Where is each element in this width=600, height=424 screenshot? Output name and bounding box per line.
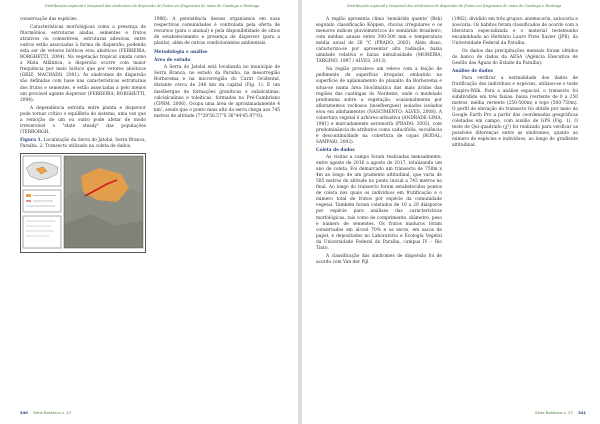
- paragraph: As visitas a campo foram realizadas mensalmente, entre agosto de 2016 a agosto de 2017, totalizando um ano de coleta. Foi demarcado um transecto de 750m x 4m ao longo de um gradiente altitudinal, que varia de 585 metros de altitude no ponto inicial a 745 metros no final. Ao longo do transecto foram estabelecidos pontos de coleta nos quais os indivíduos em frutificação e o número total de frutos por espécie da comunidade vegetal. Também foram coletados de 10 a 20 diásporos por espécie para análises das características morfológicas, tais como de comprimento, diâmetro, peso e número de sementes. Os frutos maduros foram conservados em álcool 70% e os secos, em sacos de papel, e depositados no Laboratório e Ecologia Vegetal da Universidade Federal da Paraíba, campus IV – Rio Tinto.: [316, 155, 442, 251]
- paragraph: A Serra do Jatobá está localizada no município de Serra Branca, no estado da Paraíba, na mesorregião Borborema e na microrregião do Cariri Ocidental, distante cerca de 240 km da capital (Fig. 1). É um inselbergue de formações graníticas e subalcalinas: calcialcalinas e toleíticas, formadas no Pré-Cambriano (CPRM, 2006). Ocupa uma área de aproximadamente 4 km², sendo que o ponto mais alto da serra chega aos 745 metros de altitude (7°29'50.57"S 36°44'45.97"O).: [154, 65, 280, 119]
- section-heading-methods: Metodologia e análise: [154, 50, 208, 56]
- paragraph: 1986). A persistência desses organismos em suas respectivas comunidades é controlada pela oferta de recursos (para o animal) e pela disponibilidade de sítios de estabelecimento e presença de dispersor (para a planta), além de outras condicionantes ambientais.: [154, 17, 280, 47]
- figure-label: Figura 1.: [20, 137, 43, 143]
- subsection-heading-data-collection: Coleta de dados: [316, 147, 355, 153]
- page-number: 341: [578, 410, 586, 415]
- figure-caption: [20, 138, 146, 150]
- paragraph: A dependência estreita entre planta e dispersor pode tornar crítico o equilíbrio do sistema, uma vez que a remoção de um ou outro pode afetar de modo irreversível o "state steady" das populações (TERBORGH,: [20, 105, 146, 135]
- paragraph: (1982), dividido em três grupos: anemocoria, autocoria e zoocoria. Os hábitos foram classificados de acordo com a literatura especializada e o material testemunho encaminhado ao Herbário Lauro Pires Xavier (JPB), da Universidade Federal da Paraíba.: [452, 17, 579, 47]
- legend-swatch-area: [26, 194, 31, 197]
- paragraph: Os dados das precipitações mensais foram obtidos do banco de dados da AESA (Agência Executiva de Gestão das Águas do Estado da Paraíba).: [452, 49, 578, 67]
- subsection-heading-data-analysis: Análise de dados: [452, 69, 493, 75]
- running-head: Distribuição espacial e temporal das síndromes de dispersão de frutos em fragmento de mata de Caatinga e Restinga: [44, 4, 260, 8]
- page-number: 340: [20, 410, 28, 415]
- right-page: [302, 0, 600, 424]
- page-footer: [20, 410, 71, 415]
- paragraph: Para verificar a normalidade dos dados de frutificação dos indivíduos e espécies, utilizou-se o teste Shapiro-Wilk. Para a análise espacial, o transecto foi subdividido em três faixas: baixa (vertente de 0 a 250 metros, média vertente (250-500m) e topo (500-750m). O perfil de elevação do transecto foi obtido por meio do Google Earth Pro a partir das coordenadas geográficas coletadas em campo, com auxílio de GPS (Fig. 1). O teste de Qui-quadrado (χ²) foi realizado para verificar as possíveis diferenças entre as síndromes, quanto ao número de espécies e indivíduos, ao longo do gradiente altitudinal.: [452, 76, 578, 148]
- right-column-1: [316, 17, 442, 268]
- left-page: [0, 0, 298, 424]
- map-figure: [21, 154, 145, 252]
- journal-name: Série Botânica v. 23: [534, 410, 573, 415]
- paragraph: A região apresenta clima 'semiárido quente' (Bsh) segundo classificação Köppen, chuvas irregulares e os menores índices pluviométricos do semiárido brasileiro, com médias anuais entre 300-500 mm e temperatura média anual de 26 °C (PRADO, 2003). Além disso, caracteriza-se por apresentar alta radiação, baixa umidade relativa e baixa nebulosidade (MOREIRA; TARGINO, 1997 / ALVES, 2013).: [316, 17, 442, 65]
- right-column-2: [452, 17, 578, 151]
- paragraph: A classificação das síndromes de dispersão foi de acordo com Van der Pijl: [316, 253, 442, 265]
- subsection-heading-study-area: Área de estudo: [154, 58, 191, 64]
- journal-name: Série Botânica v. 23: [33, 410, 72, 415]
- paragraph: Características morfológicas como a presença de fitormônios, estruturas aladas, sementes e frutos atrativos ou comestíveis, estruturas adesivas, entre outros estão associadas à forma de dispersão, podendo esta ser de vetores bióticos e/ou abióticos (FERREIRA; BORGHETTI, 2004). Na vegetação tropical úmida como a Mata Atlântica, a dispersão ocorre com maior frequência por meio biótico que por vetores abióticos (GRIZ; MACHADO, 2001). As síndromes de dispersão são definidas com base nas características estruturais dos frutos e sementes, e estão associadas a pelo menos um provável agente dispersor (FERREIRA; BORGHETTI, 2004).: [20, 25, 146, 103]
- figure-caption-text: Localização da Serra do Jatobá, Serra Branca, Paraíba. 2: Transecto utilizado na coleta de dados.: [20, 137, 146, 149]
- page-footer: [535, 410, 586, 415]
- left-column-2: [154, 17, 280, 122]
- paragraph: Na região prevalece um relevo com a feição de pedimento de superfície irregular, embutido na superfície de aplainamento do planalto da Borborema e situa-se numa área bioclimática das mais áridas das regiões das caatingas do Nordeste, onde o modelado predomina sobre a vegetação, ocasionalmente por afloramentos rochosos (inselbergues) isolados isolados e/ou em alinhamentos (NASCIMENTO; ALVES, 2008). A cobertura vegetal é arbóreo-arbustiva (ANDRADE-LIMA, 1981) e marcadamente xeromorfa (PRADO, 2003), com predominância de atributos como caducifolia, suculência e descontinuidade na cobertura de copas (RODAL; SAMPAIO, 2002).: [316, 67, 442, 145]
- paragraph: conservação das espécies.: [20, 17, 78, 22]
- left-column-1: [20, 17, 146, 253]
- running-head: Distribuição espacial e temporal das síndromes de dispersão de frutos em fragmento de mata de Caatinga e Restinga: [346, 4, 562, 8]
- study-area-map: [20, 153, 146, 253]
